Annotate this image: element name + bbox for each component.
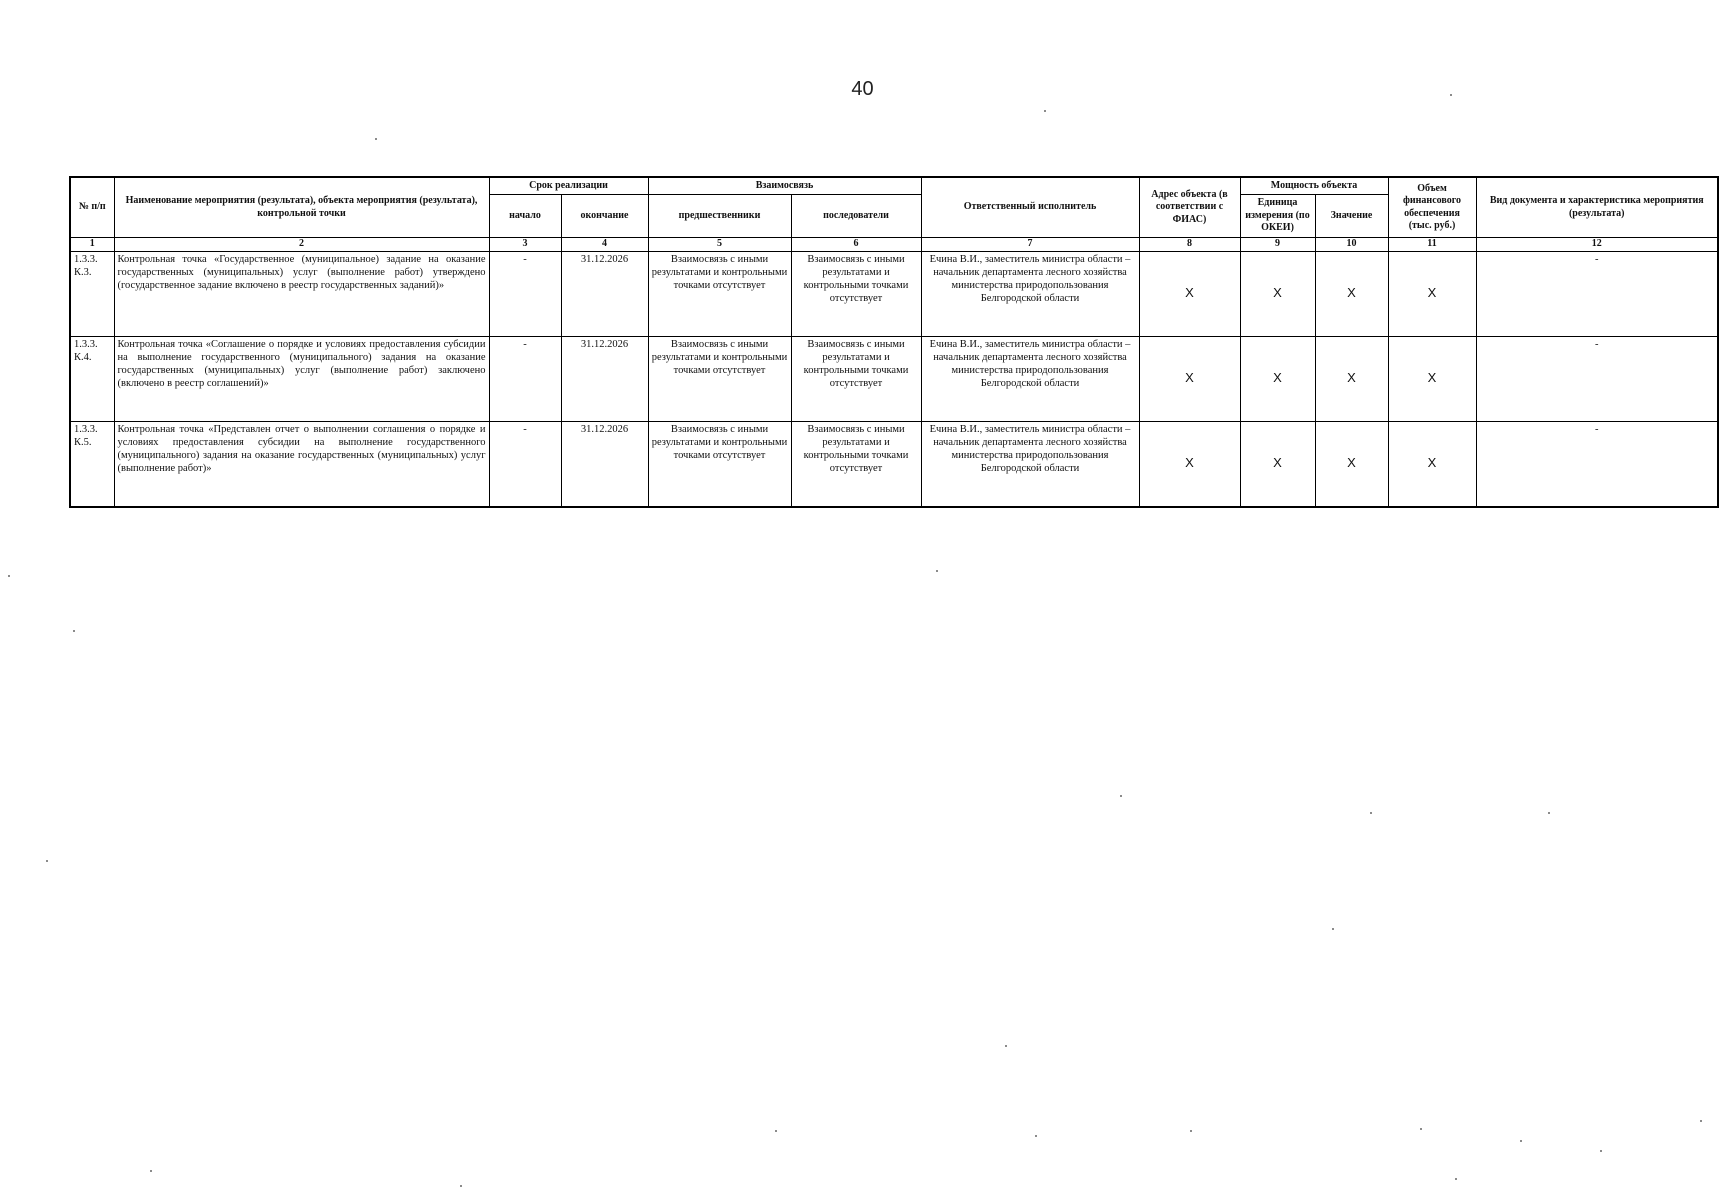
row-id: 1.3.3. К.3. xyxy=(70,251,114,336)
page-number: 40 xyxy=(851,78,874,100)
row-financing: X xyxy=(1388,336,1476,421)
header-unit: Единица измерения (по ОКЕИ) xyxy=(1240,195,1315,238)
scan-speck xyxy=(1044,110,1046,112)
header-value: Значение xyxy=(1315,195,1388,238)
row-end: 31.12.2026 xyxy=(561,251,648,336)
scan-speck xyxy=(1370,812,1372,814)
row-name: Контрольная точка «Представлен отчет о выполнении соглашения о порядке и условиях предоставления субсидии на выполнение государственного (муниципального) задания на оказание государственных (муниципальных) услуг (выполнение работ)» xyxy=(114,421,489,507)
table-row xyxy=(70,421,1718,507)
row-end: 31.12.2026 xyxy=(561,336,648,421)
row-start: - xyxy=(489,251,561,336)
scan-speck xyxy=(1455,1178,1457,1180)
header-predecessors: предшественники xyxy=(648,195,791,238)
row-id: 1.3.3. К.5. xyxy=(70,421,114,507)
row-address: X xyxy=(1139,336,1240,421)
row-start: - xyxy=(489,421,561,507)
row-start: - xyxy=(489,336,561,421)
column-number: 8 xyxy=(1139,238,1240,252)
row-successors: Взаимосвязь с иными результатами и контрольными точками отсутствует xyxy=(791,421,921,507)
row-id: 1.3.3. К.4. xyxy=(70,336,114,421)
scan-speck xyxy=(1520,1140,1522,1142)
column-number: 9 xyxy=(1240,238,1315,252)
column-number: 4 xyxy=(561,238,648,252)
column-number: 6 xyxy=(791,238,921,252)
header-financing: Объем финансового обеспечения (тыс. руб.) xyxy=(1388,177,1476,238)
row-predecessors: Взаимосвязь с иными результатами и контрольными точками отсутствует xyxy=(648,421,791,507)
header-num: № п/п xyxy=(70,177,114,238)
header-term: Срок реализации xyxy=(489,177,648,195)
scan-speck xyxy=(73,630,75,632)
scan-speck xyxy=(1190,1130,1192,1132)
row-name: Контрольная точка «Соглашение о порядке и условиях предоставления субсидии на выполнение государственного (муниципального) задания на оказание государственных (муниципальных) услуг (выполнение работ) заключено (включено в реестр соглашений)» xyxy=(114,336,489,421)
column-number: 1 xyxy=(70,238,114,252)
schedule-table xyxy=(69,176,1719,508)
row-predecessors: Взаимосвязь с иными результатами и контрольными точками отсутствует xyxy=(648,336,791,421)
header-executor: Ответственный исполнитель xyxy=(921,177,1139,238)
row-value: X xyxy=(1315,251,1388,336)
column-number: 10 xyxy=(1315,238,1388,252)
scan-speck xyxy=(1332,928,1334,930)
row-executor: Ечина В.И., заместитель министра области – начальник департамента лесного хозяйства министерства природопользования Белгородской области xyxy=(921,421,1139,507)
row-address: X xyxy=(1139,421,1240,507)
column-number: 7 xyxy=(921,238,1139,252)
column-number: 11 xyxy=(1388,238,1476,252)
scan-speck xyxy=(1005,1045,1007,1047)
header-row-1 xyxy=(70,177,1718,195)
row-executor: Ечина В.И., заместитель министра области – начальник департамента лесного хозяйства министерства природопользования Белгородской области xyxy=(921,251,1139,336)
scan-speck xyxy=(46,860,48,862)
row-address: X xyxy=(1139,251,1240,336)
scan-speck xyxy=(375,138,377,140)
scan-speck xyxy=(150,1170,152,1172)
scan-speck xyxy=(1548,812,1550,814)
row-unit: X xyxy=(1240,251,1315,336)
row-predecessors: Взаимосвязь с иными результатами и контрольными точками отсутствует xyxy=(648,251,791,336)
header-term-start: начало xyxy=(489,195,561,238)
row-unit: X xyxy=(1240,336,1315,421)
scan-speck xyxy=(1450,94,1452,96)
row-successors: Взаимосвязь с иными результатами и контрольными точками отсутствует xyxy=(791,336,921,421)
table-row xyxy=(70,251,1718,336)
row-end: 31.12.2026 xyxy=(561,421,648,507)
column-number: 5 xyxy=(648,238,791,252)
column-number-row xyxy=(70,238,1718,252)
scan-speck xyxy=(936,570,938,572)
row-unit: X xyxy=(1240,421,1315,507)
table-row xyxy=(70,336,1718,421)
row-doc: - xyxy=(1476,251,1718,336)
header-term-end: окончание xyxy=(561,195,648,238)
scan-speck xyxy=(1120,795,1122,797)
scan-speck xyxy=(8,575,10,577)
row-name: Контрольная точка «Государственное (муниципальное) задание на оказание государственных (муниципальных) услуг (выполнение работ) утверждено (государственное задание включено в реестр государственных заданий)» xyxy=(114,251,489,336)
row-value: X xyxy=(1315,336,1388,421)
row-executor: Ечина В.И., заместитель министра области – начальник департамента лесного хозяйства министерства природопользования Белгородской области xyxy=(921,336,1139,421)
scan-speck xyxy=(460,1185,462,1187)
scan-speck xyxy=(1600,1150,1602,1152)
column-number: 12 xyxy=(1476,238,1718,252)
column-number: 3 xyxy=(489,238,561,252)
row-successors: Взаимосвязь с иными результатами и контрольными точками отсутствует xyxy=(791,251,921,336)
row-financing: X xyxy=(1388,421,1476,507)
row-doc: - xyxy=(1476,336,1718,421)
row-doc: - xyxy=(1476,421,1718,507)
header-name: Наименование мероприятия (результата), объекта мероприятия (результата), контрольной точки xyxy=(114,177,489,238)
row-financing: X xyxy=(1388,251,1476,336)
row-value: X xyxy=(1315,421,1388,507)
scan-speck xyxy=(1420,1128,1422,1130)
header-relation: Взаимосвязь xyxy=(648,177,921,195)
header-capacity: Мощность объекта xyxy=(1240,177,1388,195)
column-number: 2 xyxy=(114,238,489,252)
scan-speck xyxy=(1035,1135,1037,1137)
scan-speck xyxy=(775,1130,777,1132)
header-successors: последователи xyxy=(791,195,921,238)
header-address: Адрес объекта (в соответствии с ФИАС) xyxy=(1139,177,1240,238)
header-doc-type: Вид документа и характеристика мероприятия (результата) xyxy=(1476,177,1718,238)
scan-speck xyxy=(1700,1120,1702,1122)
